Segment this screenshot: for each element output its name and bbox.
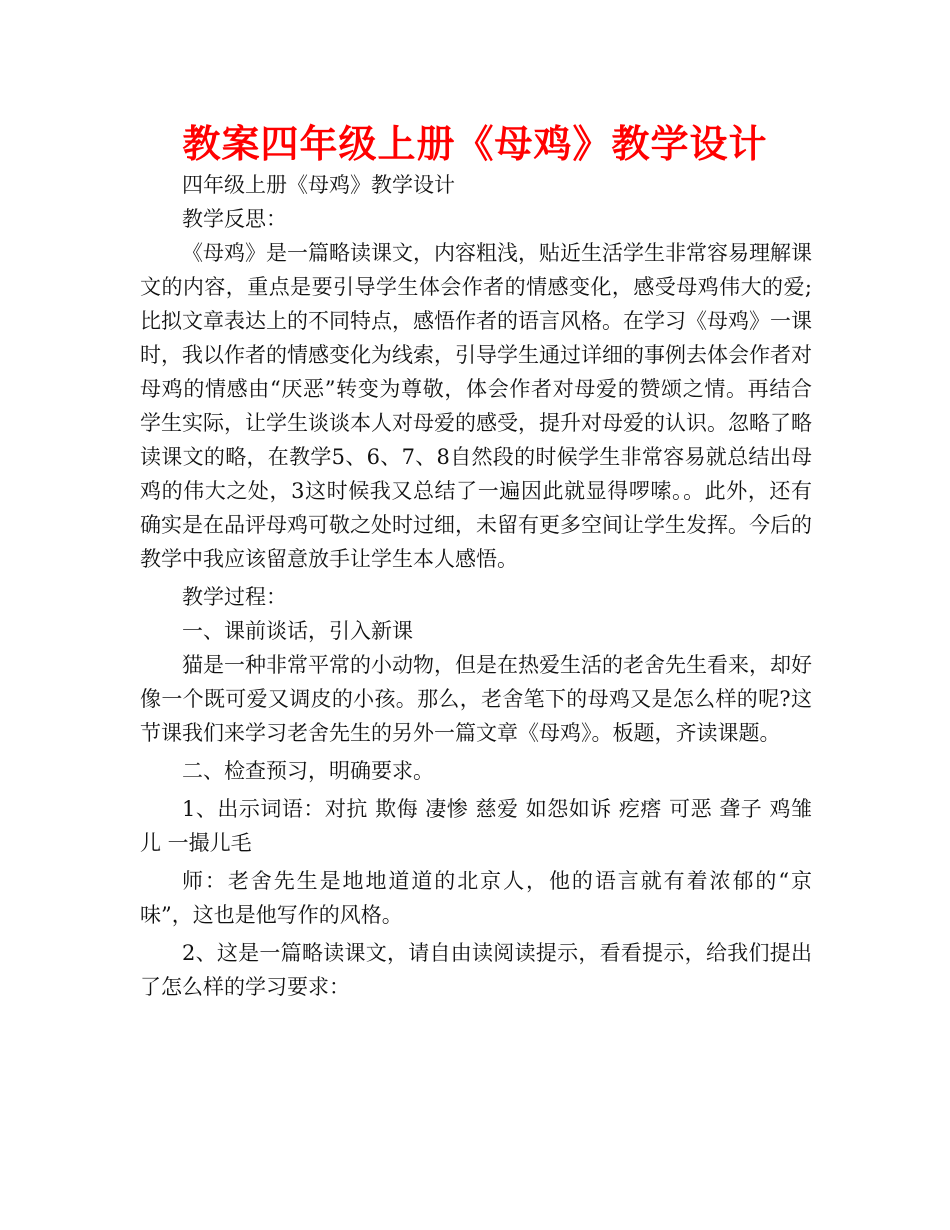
paragraph-section-one-heading: 一、课前谈话，引入新课 bbox=[182, 619, 413, 643]
paragraph-reflection-text: 《母鸡》是一篇略读课文，内容粗浅，贴近生活学生非常容易理解课文的内容，重点是要引导学生体会作者的情感变化，感受母鸡伟大的爱;比拟文章表达上的不同特点，感悟作者的语言风格。在学习《母鸡》一课时，我以作者的情感变化为线索，引导学生通过详细的事例去体会作者对母鸡的情感由“厌恶”转变为尊敬，体会作者对母爱的赞颂之情。再结合学生实际，让学生谈谈本人对母爱的感受，提升对母爱的认识。忽略了略读课文的略，在教学5、6、7、8自然段的时候学生非常容易就总结出母鸡的伟大之处，3这时候我又总结了一遍因此就显得啰嗦。。此外，还有确实是在品评母鸡可敬之处时过细，未留有更多空间让学生发挥。今后的教学中我应该留意放手让学生本人感悟。 bbox=[140, 241, 812, 571]
paragraph-teacher-note: 师：老舍先生是地地道道的北京人，他的语言就有着浓郁的“京味”，这也是他写作的风格。 bbox=[140, 869, 812, 927]
paragraph-reflection-heading: 教学反思： bbox=[182, 207, 287, 231]
paragraph-vocabulary: 1、出示词语：对抗 欺侮 凄惨 慈爱 如怨如诉 疙瘩 可恶 聋子 鸡雏儿 一撮儿毛 bbox=[140, 797, 812, 855]
paragraph-process-heading: 教学过程： bbox=[182, 585, 287, 609]
document-body bbox=[140, 168, 812, 1004]
paragraph-intro-text: 猫是一种非常平常的小动物，但是在热爱生活的老舍先生看来，却好像一个既可爱又调皮的小孩。那么，老舍笔下的母鸡又是怎么样的呢?这节课我们来学习老舍先生的另外一篇文章《母鸡》。板题，齐读课题。 bbox=[140, 653, 812, 745]
paragraph-section-two-heading: 二、检查预习，明确要求。 bbox=[182, 759, 434, 783]
document-title: 教案四年级上册《母鸡》教学设计 bbox=[182, 122, 768, 166]
paragraph-reading-tip: 2、这是一篇略读课文，请自由读阅读提示，看看提示，给我们提出了怎么样的学习要求： bbox=[140, 941, 812, 999]
paragraph-subtitle: 四年级上册《母鸡》教学设计 bbox=[182, 173, 455, 197]
